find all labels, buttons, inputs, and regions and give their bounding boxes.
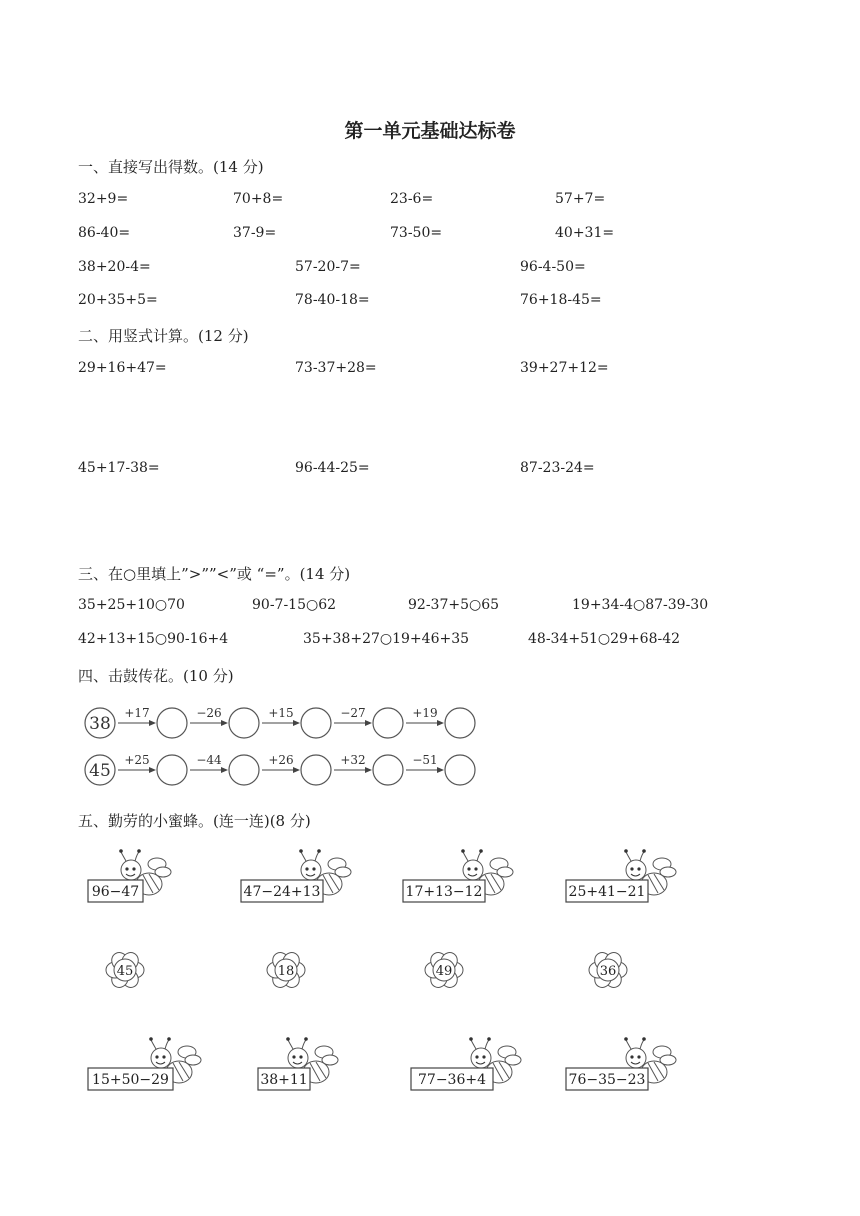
section-3-heading: 三、在○里填上”>””<”或 “=”。(14 分) bbox=[78, 565, 351, 583]
bee-antenna-tip bbox=[119, 849, 123, 853]
operation-label: +17 bbox=[124, 706, 150, 720]
answer-circle bbox=[157, 755, 187, 785]
bee-expression: 47−24+13 bbox=[243, 884, 321, 900]
bee-antenna-tip bbox=[624, 849, 628, 853]
operation-label: −26 bbox=[196, 706, 222, 720]
bee-antenna bbox=[121, 852, 126, 861]
bee-head bbox=[463, 860, 483, 880]
bottom-bee-row bbox=[88, 1037, 676, 1090]
bee-eye bbox=[637, 1055, 640, 1058]
q2-r1-c1: 29+16+47= bbox=[78, 360, 167, 376]
bee-antenna-tip bbox=[624, 1037, 628, 1041]
q1-r3-c1: 38+20-4= bbox=[78, 259, 151, 275]
operation-label: +19 bbox=[412, 706, 438, 720]
flower-number: 49 bbox=[435, 964, 453, 979]
q2-r2-c1: 45+17-38= bbox=[78, 460, 160, 476]
bee-expression: 17+13−12 bbox=[405, 884, 483, 900]
operation-label: −51 bbox=[412, 753, 438, 767]
bee-card bbox=[241, 849, 351, 902]
bee-expression: 25+41−21 bbox=[568, 884, 646, 900]
q2-r1-c3: 39+27+12= bbox=[520, 360, 609, 376]
bee-antenna-tip bbox=[149, 1037, 153, 1041]
bee-eye bbox=[155, 1055, 158, 1058]
bee-eye bbox=[162, 1055, 165, 1058]
operation-label: −27 bbox=[340, 706, 366, 720]
bee-antenna bbox=[626, 1040, 631, 1049]
q3-r2-c3: 48-34+51○29+68-42 bbox=[528, 631, 681, 647]
q1-r1-c2: 70+8= bbox=[233, 191, 284, 207]
flower-number: 18 bbox=[277, 964, 295, 979]
q1-r1-c3: 23-6= bbox=[390, 191, 434, 207]
bee-eye bbox=[125, 867, 128, 870]
flower-row bbox=[106, 950, 627, 991]
bee-card bbox=[88, 849, 171, 902]
bee-card bbox=[258, 1037, 338, 1090]
section-4-heading: 四、击鼓传花。(10 分) bbox=[78, 667, 234, 685]
bee-head bbox=[151, 1048, 171, 1068]
operation-label: +26 bbox=[268, 753, 294, 767]
bee-antenna-tip bbox=[642, 1037, 646, 1041]
flower bbox=[425, 950, 463, 991]
start-number: 38 bbox=[89, 714, 111, 734]
answer-circle bbox=[373, 708, 403, 738]
answer-circle bbox=[229, 708, 259, 738]
answer-circle bbox=[301, 755, 331, 785]
bee-eye bbox=[630, 867, 633, 870]
q3-r1-c4: 19+34-4○87-39-30 bbox=[572, 597, 709, 613]
q1-r2-c1: 86-40= bbox=[78, 225, 131, 241]
bee-antenna-tip bbox=[469, 1037, 473, 1041]
bee-card bbox=[88, 1037, 201, 1090]
q3-r1-c1: 35+25+10○70 bbox=[78, 597, 185, 613]
bee-antenna bbox=[640, 1040, 644, 1049]
bee-expression: 96−47 bbox=[91, 884, 140, 900]
bee-head bbox=[288, 1048, 308, 1068]
answer-circle bbox=[157, 708, 187, 738]
flower-number: 36 bbox=[599, 964, 617, 979]
flower bbox=[106, 950, 144, 991]
q2-r2-c2: 96-44-25= bbox=[295, 460, 370, 476]
bee-antenna-tip bbox=[487, 1037, 491, 1041]
bee-eye bbox=[630, 1055, 633, 1058]
bee-antenna bbox=[151, 1040, 156, 1049]
bee-expression: 38+11 bbox=[260, 1072, 308, 1088]
operation-label: +25 bbox=[124, 753, 150, 767]
bee-antenna bbox=[626, 852, 631, 861]
top-bee-row bbox=[88, 849, 676, 902]
bee-antenna bbox=[471, 1040, 476, 1049]
q1-r1-c1: 32+9= bbox=[78, 191, 129, 207]
q3-r1-c3: 92-37+5○65 bbox=[408, 597, 500, 613]
flower bbox=[589, 950, 627, 991]
bee-eye bbox=[305, 867, 308, 870]
start-number: 45 bbox=[89, 761, 111, 781]
q2-r1-c2: 73-37+28= bbox=[295, 360, 377, 376]
bee-eye bbox=[467, 867, 470, 870]
bee-head bbox=[626, 860, 646, 880]
q1-r3-c2: 57-20-7= bbox=[295, 259, 361, 275]
q1-r3-c3: 96-4-50= bbox=[520, 259, 586, 275]
bee-eye bbox=[482, 1055, 485, 1058]
answer-circle bbox=[373, 755, 403, 785]
bee-antenna-tip bbox=[137, 849, 141, 853]
bee-eye bbox=[475, 1055, 478, 1058]
bee-card bbox=[403, 849, 513, 902]
q3-r1-c2: 90-7-15○62 bbox=[252, 597, 337, 613]
answer-circle bbox=[301, 708, 331, 738]
bee-expression: 15+50−29 bbox=[92, 1072, 169, 1088]
bee-card bbox=[566, 1037, 676, 1090]
q1-r4-c3: 76+18-45= bbox=[520, 292, 602, 308]
q3-r2-c1: 42+13+15○90-16+4 bbox=[78, 631, 229, 647]
flower-passing-chains bbox=[78, 695, 498, 795]
bee-antenna-tip bbox=[167, 1037, 171, 1041]
bee-antenna bbox=[135, 852, 139, 861]
page-title: 第一单元基础达标卷 bbox=[344, 120, 516, 142]
chain-1 bbox=[85, 706, 475, 738]
bee-eye bbox=[637, 867, 640, 870]
answer-circle bbox=[229, 755, 259, 785]
q1-r4-c1: 20+35+5= bbox=[78, 292, 158, 308]
q1-r2-c4: 40+31= bbox=[555, 225, 615, 241]
section-2-heading: 二、用竖式计算。(12 分) bbox=[78, 327, 249, 345]
bee-antenna bbox=[485, 1040, 489, 1049]
bee-head bbox=[301, 860, 321, 880]
bee-head bbox=[471, 1048, 491, 1068]
bee-eye bbox=[474, 867, 477, 870]
bee-antenna-tip bbox=[286, 1037, 290, 1041]
answer-circle bbox=[445, 708, 475, 738]
bee-antenna bbox=[302, 1040, 306, 1049]
bee-card bbox=[411, 1037, 521, 1090]
q1-r1-c4: 57+7= bbox=[555, 191, 606, 207]
bee-head bbox=[626, 1048, 646, 1068]
bee-antenna bbox=[301, 852, 306, 861]
q1-r2-c3: 73-50= bbox=[390, 225, 443, 241]
bee-antenna bbox=[315, 852, 319, 861]
bee-antenna-tip bbox=[317, 849, 321, 853]
bee-eye bbox=[299, 1055, 302, 1058]
bee-antenna bbox=[165, 1040, 169, 1049]
q3-r2-c2: 35+38+27○19+46+35 bbox=[303, 631, 470, 647]
bee-eye bbox=[312, 867, 315, 870]
operation-label: +32 bbox=[340, 753, 366, 767]
q2-r2-c3: 87-23-24= bbox=[520, 460, 595, 476]
bee-antenna-tip bbox=[461, 849, 465, 853]
q1-r2-c2: 37-9= bbox=[233, 225, 277, 241]
bee-eye bbox=[292, 1055, 295, 1058]
q1-r4-c2: 78-40-18= bbox=[295, 292, 370, 308]
bee-antenna bbox=[288, 1040, 293, 1049]
bee-antenna-tip bbox=[642, 849, 646, 853]
bee-antenna bbox=[640, 852, 644, 861]
bee-matching-area bbox=[78, 840, 718, 1100]
chain-2 bbox=[85, 753, 475, 785]
flower-number: 45 bbox=[116, 964, 134, 979]
bee-antenna-tip bbox=[479, 849, 483, 853]
bee-expression: 76−35−23 bbox=[568, 1072, 646, 1088]
bee-antenna bbox=[477, 852, 481, 861]
section-5-heading: 五、勤劳的小蜜蜂。(连一连)(8 分) bbox=[78, 812, 311, 830]
operation-label: −44 bbox=[196, 753, 222, 767]
bee-eye bbox=[132, 867, 135, 870]
operation-label: +15 bbox=[268, 706, 294, 720]
section-1-heading: 一、直接写出得数。(14 分) bbox=[78, 158, 264, 176]
bee-card bbox=[566, 849, 676, 902]
bee-head bbox=[121, 860, 141, 880]
bee-antenna bbox=[463, 852, 468, 861]
bee-expression: 77−36+4 bbox=[418, 1072, 486, 1088]
bee-antenna-tip bbox=[299, 849, 303, 853]
answer-circle bbox=[445, 755, 475, 785]
bee-antenna-tip bbox=[304, 1037, 308, 1041]
flower bbox=[267, 950, 305, 991]
